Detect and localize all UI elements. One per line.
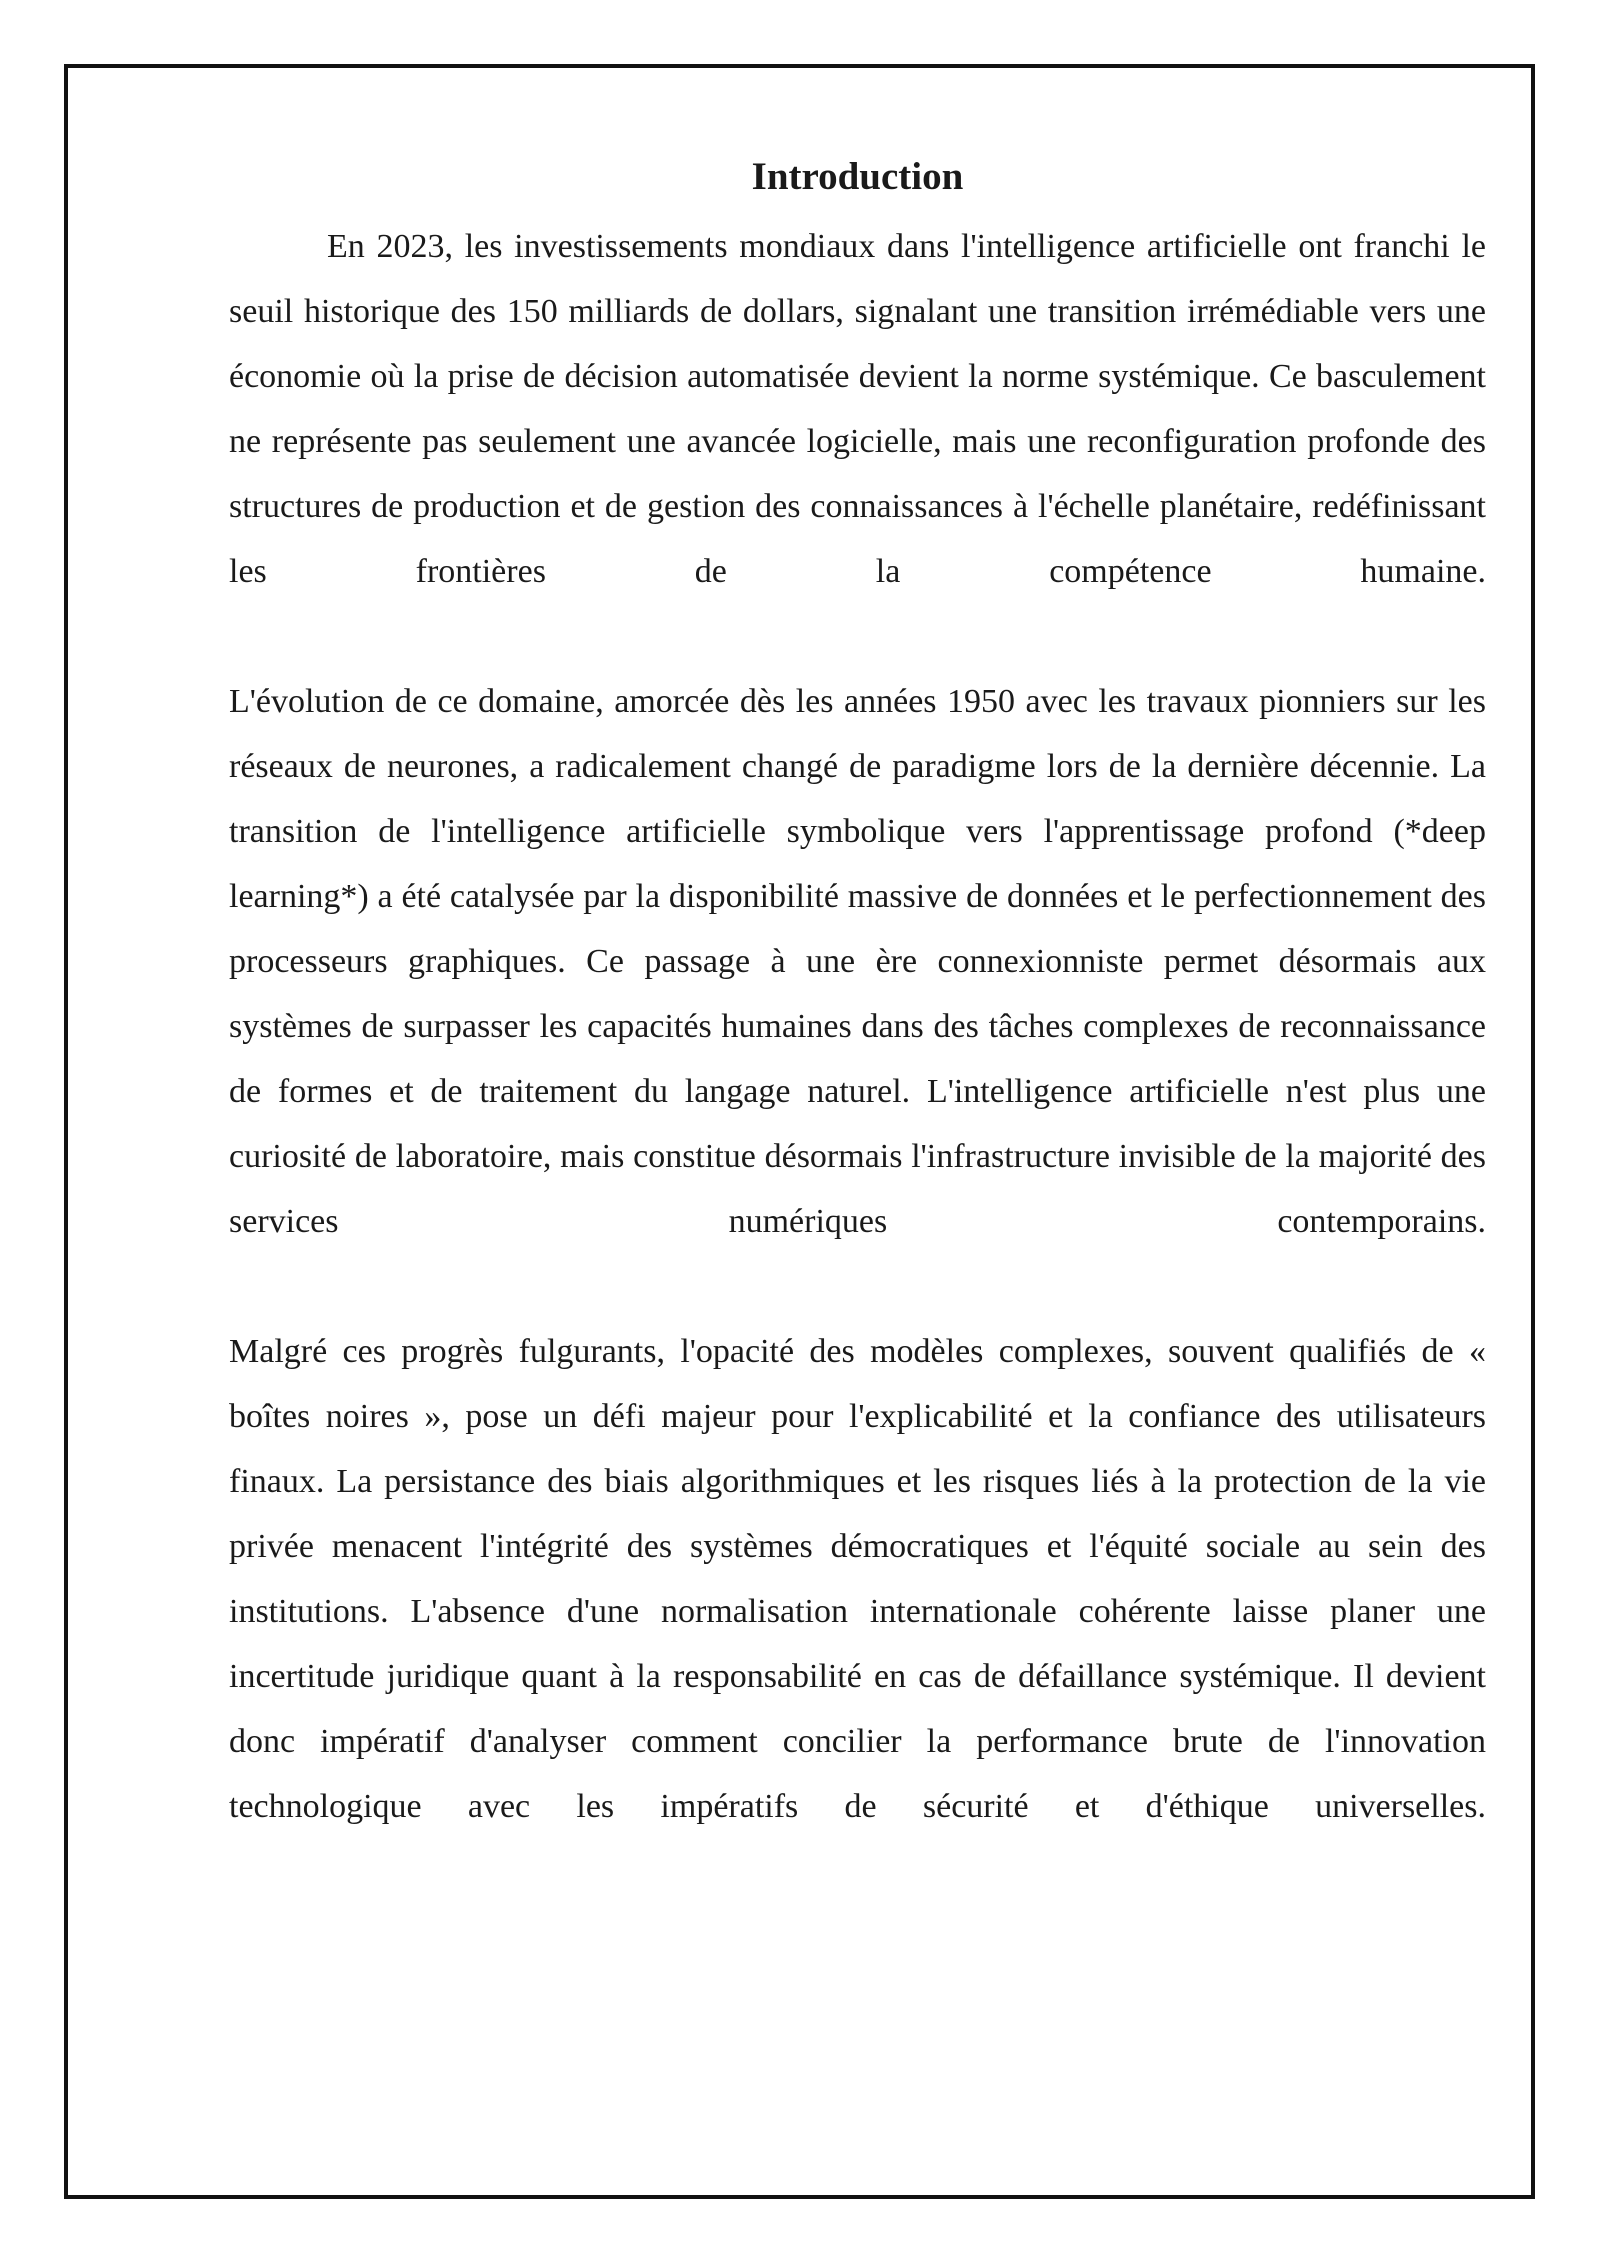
document-title: Introduction bbox=[751, 155, 964, 198]
document-body bbox=[229, 150, 1486, 1904]
paragraph-2: L'évolution de ce domaine, amorcée dès les années 1950 avec les travaux pionniers sur les réseaux de neurones, a radicalement changé de paradigme lors de la dernière décennie. La transition de l'intelligence artificielle symbolique vers l'apprentissage profond (*deep learning*) a été catalysée par la disponibilité massive de données et le perfectionnement des processeurs graphiques. Ce passage à une ère connexionniste permet désormais aux systèmes de surpasser les capacités humaines dans des tâches complexes de reconnaissance de formes et de traitement du langage naturel. L'intelligence artificielle n'est plus une curiosité de laboratoire, mais constitue désormais l'infrastructure invisible de la majorité des services numériques contemporains. bbox=[229, 683, 1486, 1240]
paragraph-1: En 2023, les investissements mondiaux dans l'intelligence artificielle ont franchi le seuil historique des 150 milliards de dollars, signalant une transition irrémédiable vers une économie où la prise de décision automatisée devient la norme systémique. Ce basculement ne représente pas seulement une avancée logicielle, mais une reconfiguration profonde des structures de production et de gestion des connaissances à l'échelle planétaire, redéfinissant les frontières de la compétence humaine. bbox=[229, 228, 1486, 590]
paragraph-3: Malgré ces progrès fulgurants, l'opacité des modèles complexes, souvent qualifiés de « boîtes noires », pose un défi majeur pour l'explicabilité et la confiance des utilisateurs finaux. La persistance des biais algorithmiques et les risques liés à la protection de la vie privée menacent l'intégrité des systèmes démocratiques et l'équité sociale au sein des institutions. L'absence d'une normalisation internationale cohérente laisse planer une incertitude juridique quant à la responsabilité en cas de défaillance systémique. Il devient donc impératif d'analyser comment concilier la performance brute de l'innovation technologique avec les impératifs de sécurité et d'éthique universelles. bbox=[229, 1333, 1486, 1825]
